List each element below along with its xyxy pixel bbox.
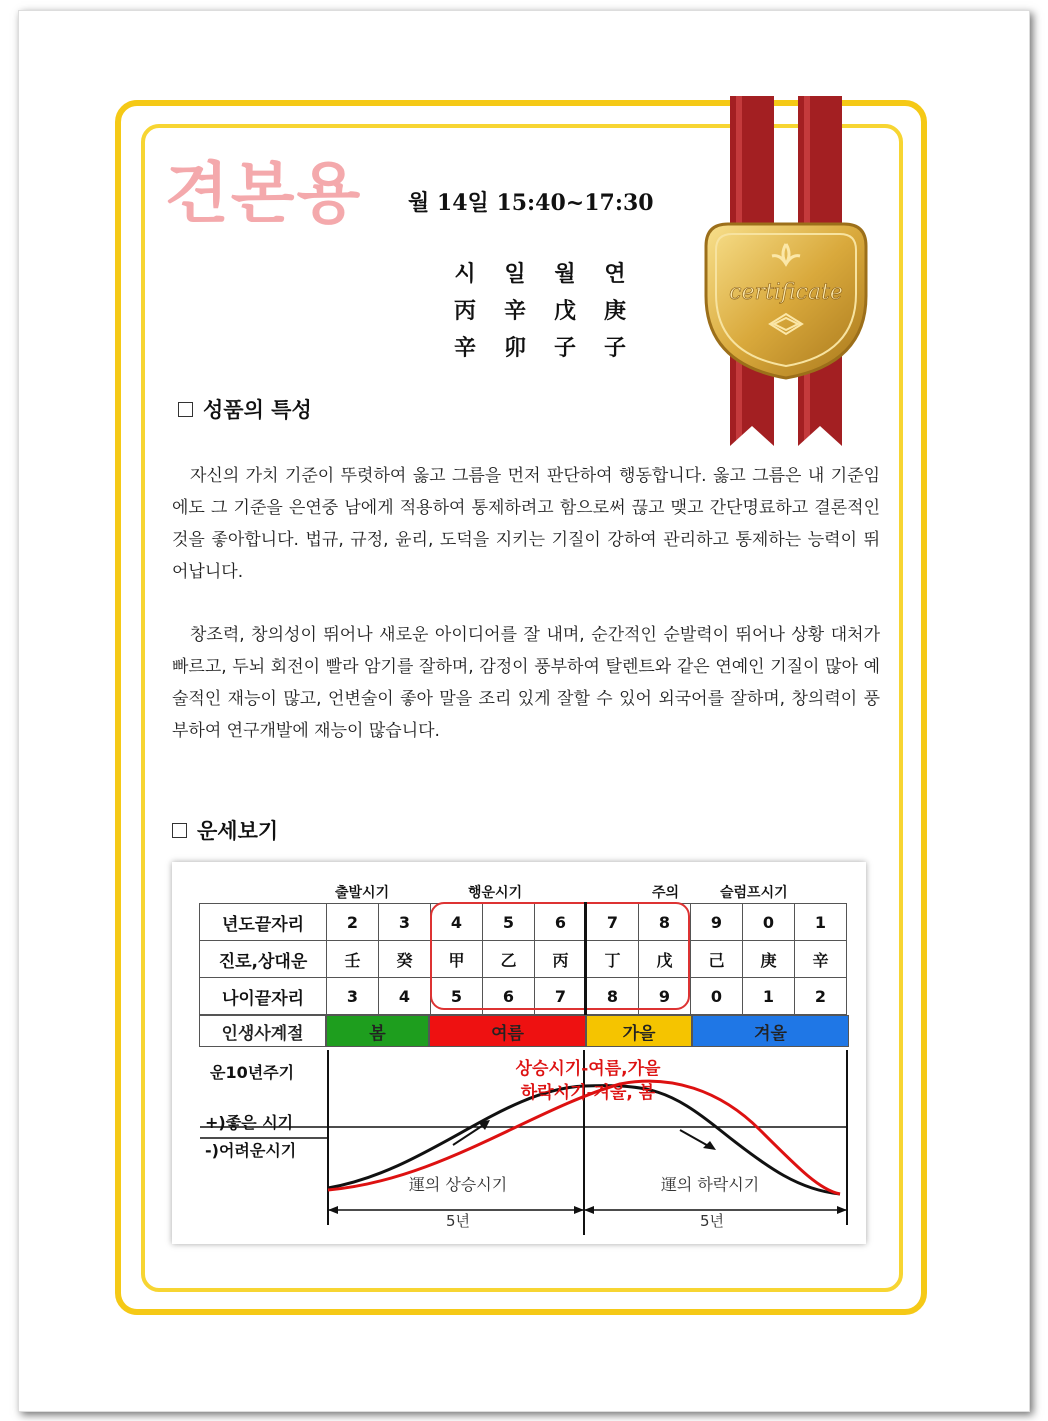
cycle-label: 운10년주기	[210, 1063, 295, 1082]
table-cell: 0	[743, 904, 795, 941]
section-title-text: 운세보기	[197, 818, 279, 843]
table-cell: 3	[327, 978, 379, 1015]
row-label: 진로,상대운	[200, 941, 327, 978]
saju-branch: 子	[553, 335, 576, 361]
section-title-fortune	[172, 815, 278, 845]
table-cell: 3	[379, 904, 431, 941]
table-cell: 6	[483, 978, 535, 1015]
cycle-curve-chart	[200, 1050, 852, 1240]
season-summer: 여름	[429, 1015, 586, 1047]
phase-header: 주의	[652, 885, 680, 901]
saju-headers-row	[440, 256, 640, 293]
table-cell: 甲	[431, 941, 483, 978]
table-cell: 9	[691, 904, 743, 941]
left-span-label: 5년	[445, 1212, 471, 1230]
certificate-badge	[700, 96, 872, 446]
personality-paragraph-1: 자신의 가치 기준이 뚜렷하여 옳고 그름을 먼저 판단하여 행동합니다. 옳고 그름은 내 기준임에도 그 기준을 은연중 남에게 적용하여 통제하려고 함으로써 끊고 맺고 간단명료하고 결론적인 것을 좋아합니다. 법규, 규정, 윤리, 도덕을 지키는 기질이 강하여 관리하고 통제하는 능력이 뛰어납니다.	[172, 466, 880, 582]
saju-header: 연	[604, 261, 626, 287]
lucky-period-highlight	[430, 902, 690, 1010]
saju-stem: 辛	[503, 298, 526, 324]
phase-header: 행운시기	[468, 885, 523, 901]
rise-period-label: 運의 상승시기	[408, 1175, 508, 1194]
table-cell: 8	[639, 904, 691, 941]
season-label: 인생사계절	[199, 1015, 326, 1047]
personality-paragraph-2: 창조력, 창의성이 뛰어나 새로운 아이디어를 잘 내며, 순간적인 순발력이 뛰어나 상황 대처가 빠르고, 두뇌 회전이 빨라 암기를 잘하며, 감정이 풍부하여 탈렌트와 같은 연예인 기질이 많아 예술적인 재능이 많고, 언변술이 좋아 말을 조리 있게 잘할 수 있어 외국어를 잘하며, 창의력이 풍부하여 연구개발에 재능이 많습니다.	[172, 625, 880, 741]
table-cell: 7	[587, 904, 639, 941]
saju-branch: 卯	[503, 335, 526, 361]
sample-watermark: 견본용	[165, 155, 363, 232]
good-period-label: +)좋은 시기	[205, 1113, 294, 1132]
table-cell: 5	[483, 904, 535, 941]
row-label: 년도끝자리	[200, 904, 327, 941]
saju-header: 월	[554, 261, 576, 287]
table-cell: 乙	[483, 941, 535, 978]
saju-earthly-row	[440, 330, 640, 367]
section-title-personality	[178, 394, 312, 424]
legend-fall: 하락시기-겨울, 봄	[520, 1083, 656, 1103]
saju-header: 일	[504, 261, 526, 287]
season-autumn: 가을	[586, 1015, 692, 1047]
season-winter: 겨울	[692, 1015, 849, 1047]
fall-period-label: 運의 하락시기	[660, 1175, 760, 1194]
checkbox-icon	[172, 823, 187, 838]
table-cell: 庚	[743, 941, 795, 978]
table-cell: 1	[795, 904, 847, 941]
table-cell: 癸	[379, 941, 431, 978]
table-cell: 2	[795, 978, 847, 1015]
legend-rise: 상승시기-여름,가을	[515, 1059, 661, 1079]
saju-stem: 戊	[553, 298, 576, 324]
certificate-text: certificate	[729, 280, 843, 305]
table-cell: 6	[535, 904, 587, 941]
birth-date-time: 월 14일 15:40~17:30	[408, 190, 654, 216]
table-cell: 4	[379, 978, 431, 1015]
phase-header: 출발시기	[335, 885, 390, 901]
saju-pillars	[440, 256, 640, 367]
saju-branch: 辛	[453, 335, 476, 361]
table-cell: 5	[431, 978, 483, 1015]
table-cell: 2	[327, 904, 379, 941]
table-cell: 丙	[535, 941, 587, 978]
hard-period-label: -)어려운시기	[205, 1141, 297, 1160]
section-title-text: 성품의 특성	[203, 397, 312, 422]
table-cell: 7	[535, 978, 587, 1015]
right-span-label: 5년	[699, 1212, 725, 1230]
season-spring: 봄	[326, 1015, 429, 1047]
saju-branch: 子	[603, 335, 626, 361]
table-cell: 戊	[639, 941, 691, 978]
table-cell: 4	[431, 904, 483, 941]
table-cell: 壬	[327, 941, 379, 978]
phase-header: 슬럼프시기	[720, 885, 788, 901]
table-cell: 8	[587, 978, 639, 1015]
saju-heavenly-row	[440, 293, 640, 330]
table-cell: 丁	[587, 941, 639, 978]
table-cell: 辛	[795, 941, 847, 978]
saju-stem: 庚	[603, 298, 626, 324]
row-label: 나이끝자리	[200, 978, 327, 1015]
saju-stem: 丙	[453, 298, 476, 324]
table-cell: 9	[639, 978, 691, 1015]
table-cell: 0	[691, 978, 743, 1015]
saju-header: 시	[454, 261, 476, 287]
checkbox-icon	[178, 402, 193, 417]
table-cell: 1	[743, 978, 795, 1015]
table-cell: 己	[691, 941, 743, 978]
